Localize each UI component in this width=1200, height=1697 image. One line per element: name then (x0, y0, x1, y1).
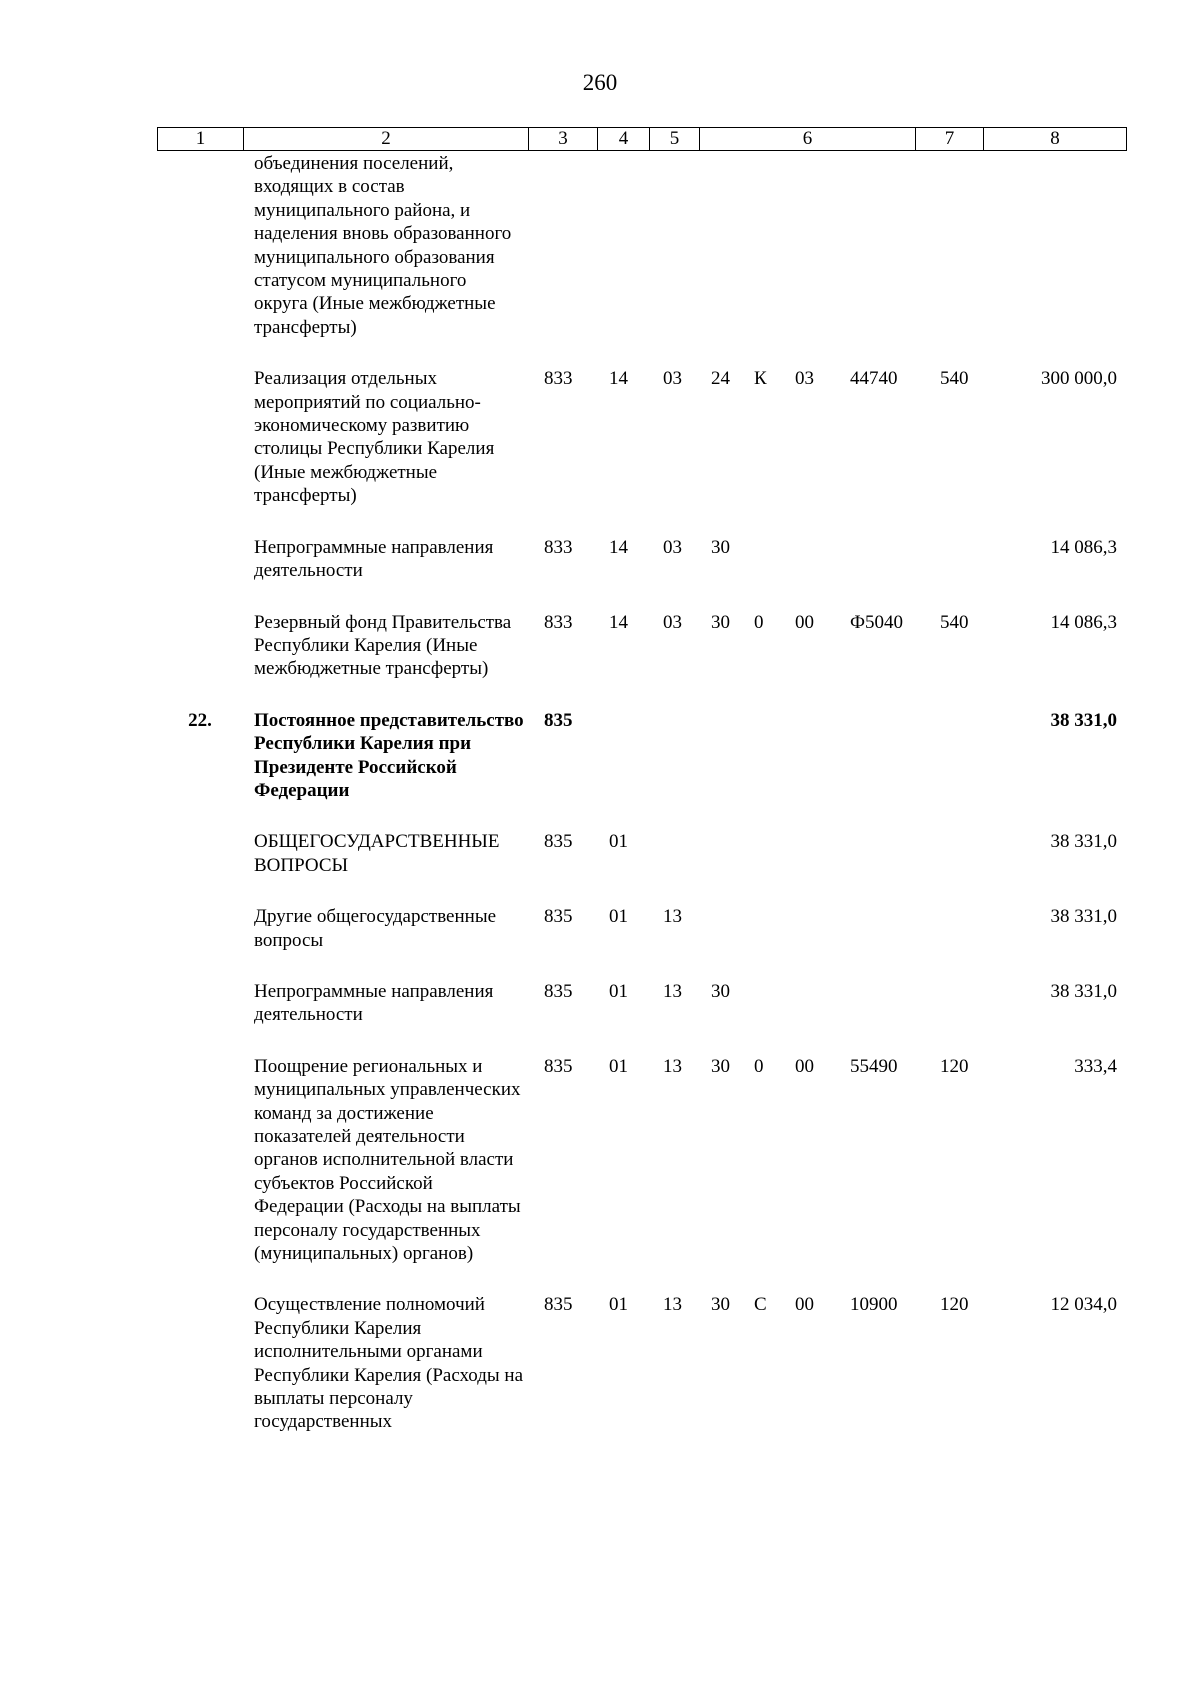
header-col-7: 7 (916, 128, 984, 151)
code-target-main-event: 03 (795, 368, 814, 390)
table-row (0, 367, 1200, 507)
code-target-subprogram: 0 (754, 1055, 764, 1077)
header-col-5: 5 (650, 128, 700, 151)
code-target-main-event: 00 (795, 1055, 814, 1077)
code-target-program: 30 (711, 980, 730, 1002)
table-row (0, 1055, 1200, 1266)
code-ministry: 835 (544, 1055, 573, 1077)
code-target-direction: Ф5040 (850, 611, 904, 633)
amount: 38 331,0 (1050, 709, 1117, 731)
code-ministry: 835 (544, 980, 573, 1002)
code-target-subprogram: 0 (754, 611, 764, 633)
amount: 38 331,0 (1050, 906, 1117, 928)
code-target-main-event: 00 (795, 611, 814, 633)
code-section: 01 (609, 831, 628, 853)
code-section: 01 (609, 1055, 628, 1077)
code-target-subprogram: К (754, 368, 767, 390)
code-target-main-event: 00 (795, 1294, 814, 1316)
amount: 300 000,0 (1041, 368, 1117, 390)
code-target-program: 30 (711, 536, 730, 558)
amount: 12 034,0 (1050, 1294, 1117, 1316)
header-col-8: 8 (984, 128, 1127, 151)
amount: 14 086,3 (1050, 611, 1117, 633)
code-expense-type: 120 (940, 1055, 969, 1077)
header-col-1: 1 (158, 128, 244, 151)
row-name: Непрограммные направления деятельности (254, 536, 494, 582)
header-col-6: 6 (700, 128, 916, 151)
row-name: объединения поселений, входящих в состав муниципального района, и наделения вновь образованного муниципального образования статусом муниципального округа (Иные межбюджетные трансферты) (254, 153, 512, 338)
table-row (0, 830, 1200, 877)
code-target-program: 24 (711, 368, 730, 390)
code-ministry: 833 (544, 536, 573, 558)
code-subsection: 13 (663, 1294, 682, 1316)
code-section: 01 (609, 906, 628, 928)
code-section: 01 (609, 980, 628, 1002)
code-ministry: 835 (544, 906, 573, 928)
code-target-program: 30 (711, 1055, 730, 1077)
code-target-program: 30 (711, 1294, 730, 1316)
code-expense-type: 540 (940, 368, 969, 390)
row-number: 22. (188, 709, 212, 731)
table-row (0, 152, 1200, 339)
code-target-direction: 44740 (850, 368, 898, 390)
code-target-subprogram: С (754, 1294, 767, 1316)
table-row (0, 905, 1200, 952)
code-target-direction: 10900 (850, 1294, 898, 1316)
table-row (0, 980, 1200, 1027)
table-body (0, 152, 1200, 1434)
code-section: 14 (609, 611, 628, 633)
row-name: Постоянное представительство Республики Карелия при Президенте Российской Федерации (254, 709, 524, 801)
row-name: Осуществление полномочий Республики Карелия исполнительными органами Республики Карелия (Расходы на выплаты персоналу государственных (254, 1294, 524, 1433)
header-col-3: 3 (529, 128, 598, 151)
amount: 38 331,0 (1050, 980, 1117, 1002)
code-subsection: 13 (663, 1055, 682, 1077)
row-name: Резервный фонд Правительства Республики Карелия (Иные межбюджетные трансферты) (254, 611, 512, 680)
code-subsection: 13 (663, 906, 682, 928)
row-name: ОБЩЕГОСУДАРСТВЕННЫЕ ВОПРОСЫ (254, 831, 500, 876)
code-expense-type: 540 (940, 611, 969, 633)
column-number-header (157, 127, 1127, 151)
code-section: 14 (609, 368, 628, 390)
row-name: Поощрение региональных и муниципальных управленческих команд за достижение показателей деятельности органов исполнительной власти субъектов Российской Федерации (Расходы на выплаты персоналу государственных (муниципальных) органов) (254, 1055, 521, 1265)
code-target-direction: 55490 (850, 1055, 898, 1077)
page-number: 260 (582, 70, 618, 95)
code-ministry: 833 (544, 611, 573, 633)
header-col-2: 2 (244, 128, 529, 151)
row-name: Реализация отдельных мероприятий по социально-экономическому развитию столицы Республики Карелия (Иные межбюджетные трансферты) (254, 368, 495, 507)
table-row-section (0, 709, 1200, 803)
code-subsection: 03 (663, 611, 682, 633)
code-ministry: 835 (544, 709, 573, 731)
code-section: 01 (609, 1294, 628, 1316)
code-section: 14 (609, 536, 628, 558)
table-row (0, 1293, 1200, 1433)
code-ministry: 835 (544, 1294, 573, 1316)
table-row (0, 611, 1200, 681)
code-subsection: 03 (663, 368, 682, 390)
amount: 333,4 (1074, 1055, 1117, 1077)
code-expense-type: 120 (940, 1294, 969, 1316)
row-name: Другие общегосударственные вопросы (254, 906, 497, 951)
amount: 38 331,0 (1050, 831, 1117, 853)
code-ministry: 833 (544, 368, 573, 390)
row-name: Непрограммные направления деятельности (254, 980, 494, 1026)
code-subsection: 13 (663, 980, 682, 1002)
code-subsection: 03 (663, 536, 682, 558)
code-ministry: 835 (544, 831, 573, 853)
table-row (0, 536, 1200, 583)
amount: 14 086,3 (1050, 536, 1117, 558)
header-col-4: 4 (598, 128, 650, 151)
code-target-program: 30 (711, 611, 730, 633)
